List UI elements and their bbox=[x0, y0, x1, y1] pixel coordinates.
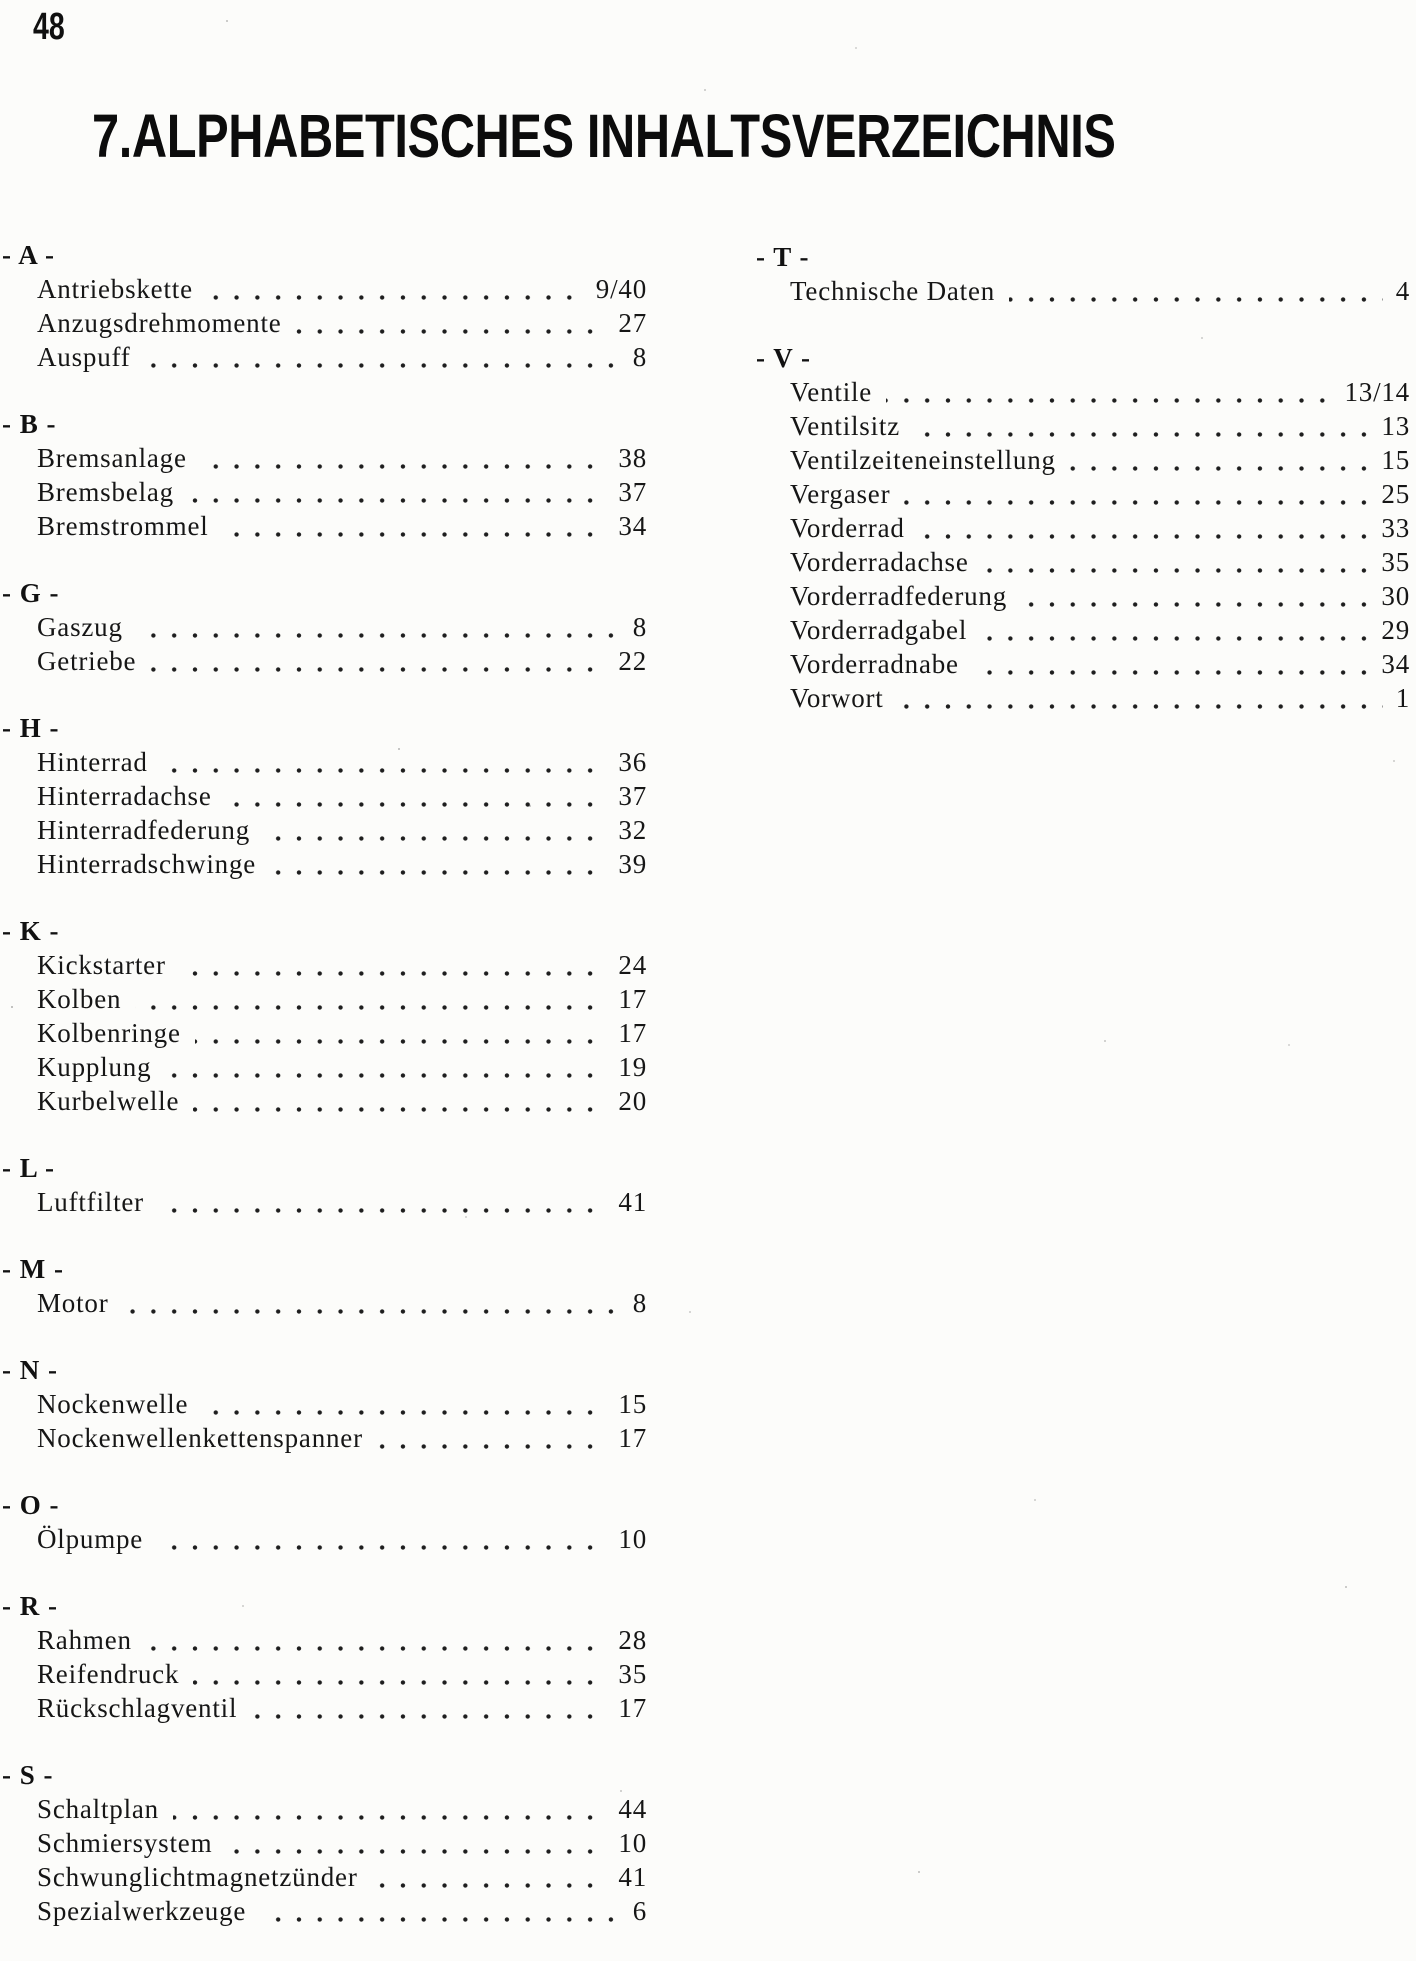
section-heading: - G - bbox=[2, 578, 60, 608]
entry-page-ref: 17 bbox=[605, 1691, 647, 1725]
entry-page-ref: 32 bbox=[605, 813, 647, 847]
entry-page-ref: 20 bbox=[605, 1084, 647, 1118]
entry-page-ref: 4 bbox=[1383, 274, 1410, 308]
entry-label: Vorwort bbox=[790, 681, 898, 715]
entry-page-ref: 38 bbox=[605, 441, 647, 475]
index-entry bbox=[790, 613, 1410, 647]
scan-noise bbox=[0, 0, 2, 2]
entry-page-ref: 17 bbox=[605, 1421, 647, 1455]
page-number: 48 bbox=[33, 6, 65, 48]
section-heading: - N - bbox=[2, 1355, 58, 1385]
index-entry bbox=[37, 509, 647, 543]
index-entry bbox=[37, 272, 647, 306]
entry-page-ref: 6 bbox=[620, 1894, 647, 1928]
index-section bbox=[2, 238, 647, 374]
index-entry bbox=[37, 813, 647, 847]
index-section bbox=[2, 1589, 647, 1725]
entry-page-ref: 19 bbox=[605, 1050, 647, 1084]
entry-label: Vorderrad bbox=[790, 511, 919, 545]
entry-page-ref: 17 bbox=[605, 982, 647, 1016]
entry-page-ref: 8 bbox=[620, 610, 647, 644]
index-entry bbox=[790, 409, 1410, 443]
entry-label: Schaltplan bbox=[37, 1792, 173, 1826]
index-entry bbox=[37, 1050, 647, 1084]
section-heading: - O - bbox=[2, 1490, 60, 1520]
section-heading: - H - bbox=[2, 713, 60, 743]
section-heading: - A - bbox=[2, 240, 56, 270]
entry-page-ref: 37 bbox=[605, 475, 647, 509]
index-entry bbox=[790, 579, 1410, 613]
entry-label: Rückschlagventil bbox=[37, 1691, 251, 1725]
index-entry bbox=[790, 375, 1410, 409]
entry-page-ref: 27 bbox=[605, 306, 647, 340]
entry-label: Ölpumpe bbox=[37, 1522, 157, 1556]
entry-page-ref: 39 bbox=[605, 847, 647, 881]
entry-label: Vorderradachse bbox=[790, 545, 983, 579]
index-entry bbox=[790, 681, 1410, 715]
entry-label: Hinterradachse bbox=[37, 779, 226, 813]
index-entry bbox=[37, 1894, 647, 1928]
entry-label: Vergaser bbox=[790, 477, 904, 511]
index-section bbox=[756, 240, 1410, 308]
entry-label: Rahmen bbox=[37, 1623, 146, 1657]
entry-label: Hinterrad bbox=[37, 745, 162, 779]
entry-label: Kolbenringe bbox=[37, 1016, 195, 1050]
index-entry bbox=[37, 1016, 647, 1050]
entry-label: Auspuff bbox=[37, 340, 145, 374]
index-entry bbox=[790, 545, 1410, 579]
entry-label: Gaszug bbox=[37, 610, 137, 644]
entry-page-ref: 8 bbox=[620, 1286, 647, 1320]
entry-label: Nockenwelle bbox=[37, 1387, 202, 1421]
index-entry bbox=[37, 1792, 647, 1826]
index-section bbox=[2, 914, 647, 1118]
index-entry bbox=[790, 511, 1410, 545]
index-entry bbox=[37, 1084, 647, 1118]
index-entry bbox=[37, 1286, 647, 1320]
index-entry bbox=[790, 443, 1410, 477]
entry-page-ref: 41 bbox=[605, 1860, 647, 1894]
index-entry bbox=[37, 306, 647, 340]
entry-page-ref: 30 bbox=[1368, 579, 1410, 613]
entry-page-ref: 1 bbox=[1383, 681, 1410, 715]
index-entry bbox=[37, 1387, 647, 1421]
entry-label: Vorderradgabel bbox=[790, 613, 981, 647]
entry-label: Reifendruck bbox=[37, 1657, 193, 1691]
entry-label: Bremsanlage bbox=[37, 441, 201, 475]
entry-page-ref: 28 bbox=[605, 1623, 647, 1657]
entry-label: Antriebskette bbox=[37, 272, 207, 306]
index-section bbox=[2, 1758, 647, 1928]
entry-label: Kupplung bbox=[37, 1050, 165, 1084]
index-entry bbox=[37, 1522, 647, 1556]
entry-label: Motor bbox=[37, 1286, 123, 1320]
entry-label: Luftfilter bbox=[37, 1185, 158, 1219]
entry-page-ref: 17 bbox=[605, 1016, 647, 1050]
section-heading: - V - bbox=[756, 343, 812, 373]
entry-page-ref: 35 bbox=[605, 1657, 647, 1691]
index-entry bbox=[37, 1623, 647, 1657]
index-entry bbox=[37, 1657, 647, 1691]
index-section bbox=[2, 407, 647, 543]
entry-page-ref: 8 bbox=[620, 340, 647, 374]
entry-page-ref: 22 bbox=[605, 644, 647, 678]
entry-label: Bremsbelag bbox=[37, 475, 188, 509]
entry-page-ref: 10 bbox=[605, 1522, 647, 1556]
entry-label: Bremstrommel bbox=[37, 509, 223, 543]
entry-label: Vorderradfederung bbox=[790, 579, 1021, 613]
entry-label: Ventile bbox=[790, 375, 886, 409]
index-entry bbox=[37, 948, 647, 982]
index-entry bbox=[37, 340, 647, 374]
entry-label: Kolben bbox=[37, 982, 135, 1016]
entry-page-ref: 35 bbox=[1368, 545, 1410, 579]
entry-page-ref: 29 bbox=[1368, 613, 1410, 647]
index-entry bbox=[37, 1826, 647, 1860]
index-entry bbox=[37, 847, 647, 881]
entry-label: Hinterradschwinge bbox=[37, 847, 270, 881]
index-column-right bbox=[756, 240, 1410, 748]
index-section bbox=[2, 1151, 647, 1219]
index-entry bbox=[37, 475, 647, 509]
index-section bbox=[2, 1488, 647, 1556]
entry-label: Anzugsdrehmomente bbox=[37, 306, 296, 340]
index-entry bbox=[37, 1691, 647, 1725]
index-entry bbox=[37, 1860, 647, 1894]
entry-label: Ventilsitz bbox=[790, 409, 914, 443]
entry-page-ref: 15 bbox=[1368, 443, 1410, 477]
entry-page-ref: 10 bbox=[605, 1826, 647, 1860]
entry-page-ref: 15 bbox=[605, 1387, 647, 1421]
index-entry bbox=[790, 274, 1410, 308]
index-entry bbox=[37, 982, 647, 1016]
entry-label: Vorderradnabe bbox=[790, 647, 973, 681]
entry-label: Technische Daten bbox=[790, 274, 1009, 308]
section-heading: - T - bbox=[756, 242, 810, 272]
index-section bbox=[2, 576, 647, 678]
entry-page-ref: 25 bbox=[1368, 477, 1410, 511]
entry-label: Schmiersystem bbox=[37, 1826, 226, 1860]
entry-label: Hinterradfederung bbox=[37, 813, 264, 847]
section-heading: - S - bbox=[2, 1760, 54, 1790]
entry-label: Nockenwellenkettenspanner bbox=[37, 1421, 377, 1455]
entry-label: Kurbelwelle bbox=[37, 1084, 193, 1118]
entry-page-ref: 13/14 bbox=[1331, 375, 1410, 409]
index-section bbox=[2, 1353, 647, 1455]
page-title: 7.ALPHABETISCHES INHALTSVERZEICHNIS bbox=[92, 102, 1116, 170]
section-heading: - M - bbox=[2, 1254, 64, 1284]
entry-page-ref: 24 bbox=[605, 948, 647, 982]
entry-label: Schwunglichtmagnetzünder bbox=[37, 1860, 372, 1894]
entry-label: Ventilzeiteneinstellung bbox=[790, 443, 1070, 477]
index-entry bbox=[37, 745, 647, 779]
entry-label: Spezialwerkzeuge bbox=[37, 1894, 260, 1928]
entry-page-ref: 37 bbox=[605, 779, 647, 813]
index-entry bbox=[37, 779, 647, 813]
entry-page-ref: 33 bbox=[1368, 511, 1410, 545]
section-heading: - L - bbox=[2, 1153, 56, 1183]
index-column-left bbox=[2, 238, 647, 1961]
index-entry bbox=[37, 1421, 647, 1455]
index-entry bbox=[37, 441, 647, 475]
entry-page-ref: 9/40 bbox=[583, 272, 647, 306]
section-heading: - K - bbox=[2, 916, 60, 946]
entry-page-ref: 44 bbox=[605, 1792, 647, 1826]
index-section bbox=[756, 341, 1410, 715]
entry-page-ref: 13 bbox=[1368, 409, 1410, 443]
entry-page-ref: 41 bbox=[605, 1185, 647, 1219]
entry-label: Getriebe bbox=[37, 644, 150, 678]
index-entry bbox=[37, 644, 647, 678]
entry-page-ref: 34 bbox=[605, 509, 647, 543]
index-section bbox=[2, 711, 647, 881]
index-entry bbox=[790, 477, 1410, 511]
entry-page-ref: 34 bbox=[1368, 647, 1410, 681]
entry-label: Kickstarter bbox=[37, 948, 180, 982]
index-entry bbox=[37, 610, 647, 644]
entry-page-ref: 36 bbox=[605, 745, 647, 779]
section-heading: - R - bbox=[2, 1591, 58, 1621]
index-entry bbox=[37, 1185, 647, 1219]
index-section bbox=[2, 1252, 647, 1320]
index-entry bbox=[790, 647, 1410, 681]
section-heading: - B - bbox=[2, 409, 57, 439]
